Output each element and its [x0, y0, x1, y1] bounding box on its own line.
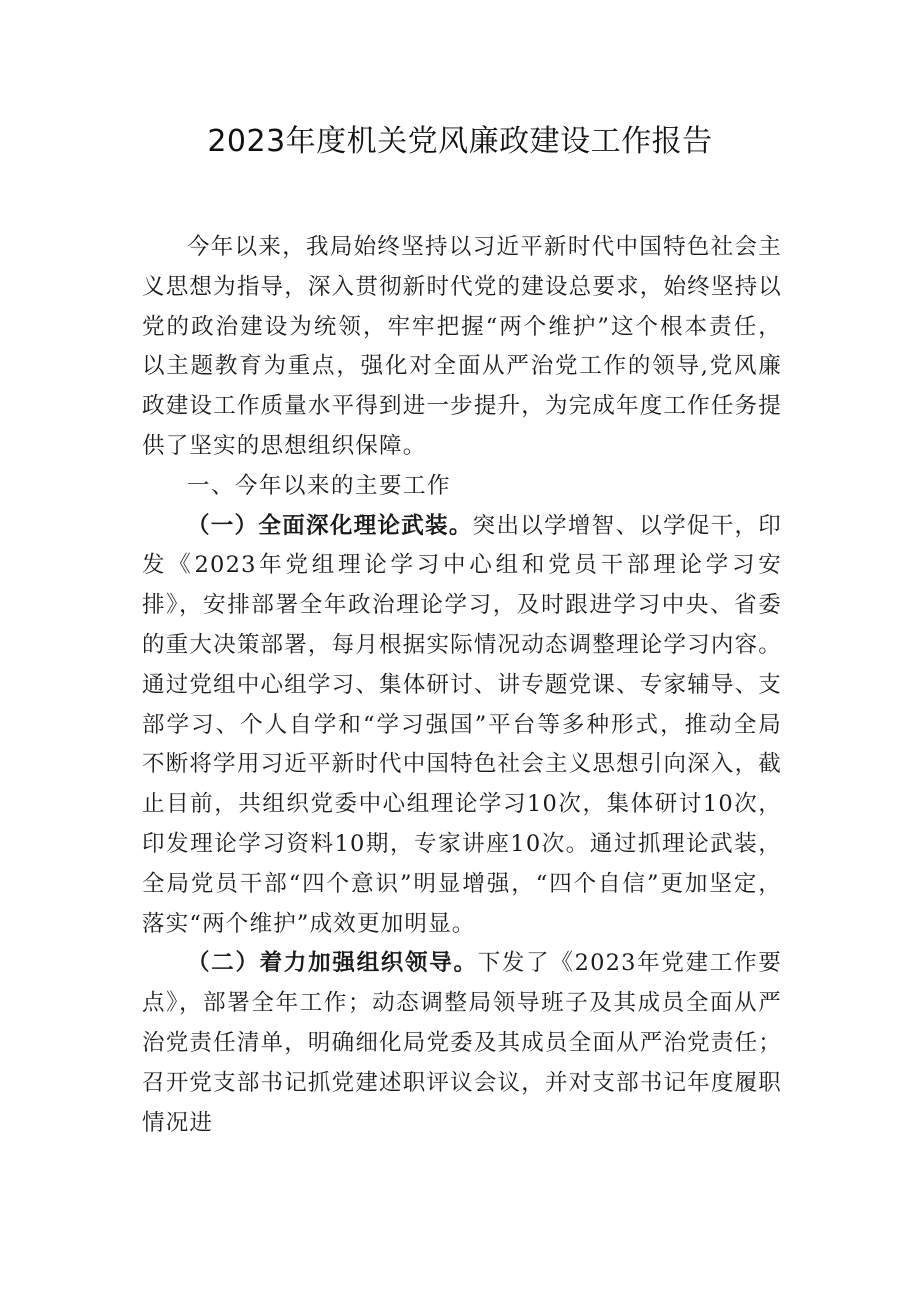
intro-paragraph: 今年以来，我局始终坚持以习近平新时代中国特色社会主义思想为指导，深入贯彻新时代党的建设总要求，始终坚持以党的政治建设为统领，牢牢把握“两个维护”这个根本责任，以主题教育为重点，强化对全面从严治党工作的领导,党风廉政建设工作质量水平得到进一步提升，为完成年度工作任务提供了坚实的思想组织保障。 — [142, 234, 782, 459]
item1-body: 突出以学增智、以学促干，印发《2023年党组理论学习中心组和党员干部理论学习安排》，安排部署全年政治理论学习，及时跟进学习中央、省委的重大决策部署，每月根据实际情况动态调整理论学习内容。通过党组中心组学习、集体研讨、讲专题党课、专家辅导、支部学习、个人自学和“学习强国”平台等多种形式，推动全局不断将学用习近平新时代中国特色社会主义思想引向深入，截止目前，共组织党委中心组理论学习10次，集体研讨10次，印发理论学习资料10期，专家讲座10次。通过抓理论武装，全局党员干部“四个意识”明显增强，“四个自信”更加坚定，落实“两个维护”成效更加明显。 — [142, 512, 782, 937]
item1-lead: （一）全面深化理论武装。 — [187, 512, 473, 539]
document-title: 2023年度机关党风廉政建设工作报告 — [207, 124, 713, 159]
section-heading-main-work: 一、今年以来的主要工作 — [187, 472, 452, 499]
document-body — [142, 228, 782, 1143]
item2-body: 下发了《2023年党建工作要点》，部署全年工作；动态调整局领导班子及其成员全面从严治党责任清单，明确细化局党委及其成员全面从严治党责任；召开党支部书记抓党建述职评议会议，并对支部书记年度履职情况进 — [142, 950, 783, 1136]
item2-paragraph — [142, 944, 782, 1143]
item2-lead: （二）着力加强组织领导。 — [187, 950, 478, 977]
item1-paragraph — [142, 507, 782, 945]
